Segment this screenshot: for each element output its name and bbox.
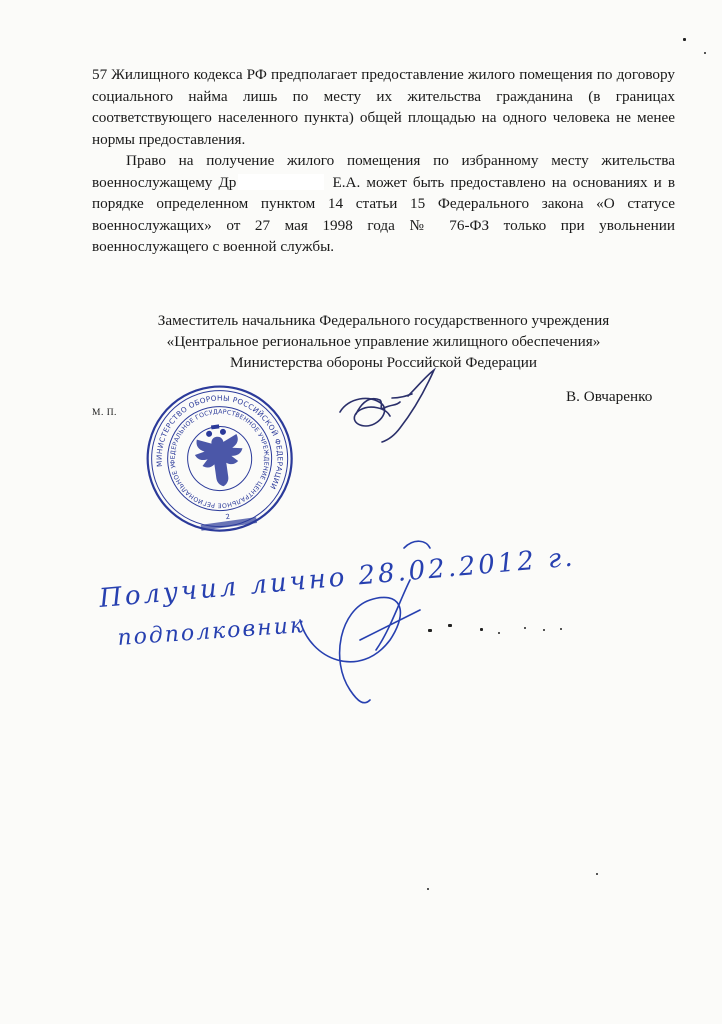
signatory-title-line-2: «Центральное региональное управление жилищного обеспечения» bbox=[166, 333, 601, 350]
seal-inner-text: ФЕДЕРАЛЬНОЕ ГОСУДАРСТВЕННОЕ УЧРЕЖДЕНИЕ ЦЕНТРАЛЬНОЕ РЕГИОНАЛЬНОЕ УПРАВЛЕНИЕ bbox=[169, 408, 270, 509]
seal-number: 2 bbox=[225, 512, 231, 522]
eagle-emblem-icon bbox=[191, 422, 247, 490]
handwritten-line-2: подполковник bbox=[116, 612, 306, 651]
paragraph-1-text: 57 Жилищного кодекса РФ предполагает предоставление жилого помещения по договору социального найма лишь по месту их жительства гражданина (в границах соответствующего населенного пункта) общей площадью на одного человека не менее нормы предоставления. bbox=[92, 66, 675, 148]
handwritten-receipt bbox=[97, 541, 577, 703]
paragraph-2-text-before: Право на получение жилого помещения по избранному месту жительства военнослужащему Др bbox=[92, 152, 675, 191]
signatory-title-line-1: Заместитель начальника Федерального государственного учреждения bbox=[157, 312, 610, 329]
stamp-place-label: М. П. bbox=[92, 408, 117, 418]
handwritten-line-1: Получил лично 28.02.2012 г. bbox=[97, 542, 577, 614]
paragraph-2-text-after: Е.А. может быть предоставлено на основаниях и в порядке определенном пунктом 14 статьи 15 Федерального закона «О статусе военнослужащих» от 27 мая 1998 года № 76-ФЗ только при увольнении военнослужащего с военной службы. bbox=[92, 173, 675, 255]
signatory-title-line-3: Министерства обороны Российской Федерации bbox=[229, 354, 538, 371]
seal-outer-text: МИНИСТЕРСТВО ОБОРОНЫ РОССИЙСКОЙ ФЕДЕРАЦИИ bbox=[154, 393, 285, 491]
signer-name: В. Овчаренко bbox=[566, 388, 653, 405]
official-seal bbox=[0, 0, 301, 562]
official-signature bbox=[340, 370, 434, 442]
